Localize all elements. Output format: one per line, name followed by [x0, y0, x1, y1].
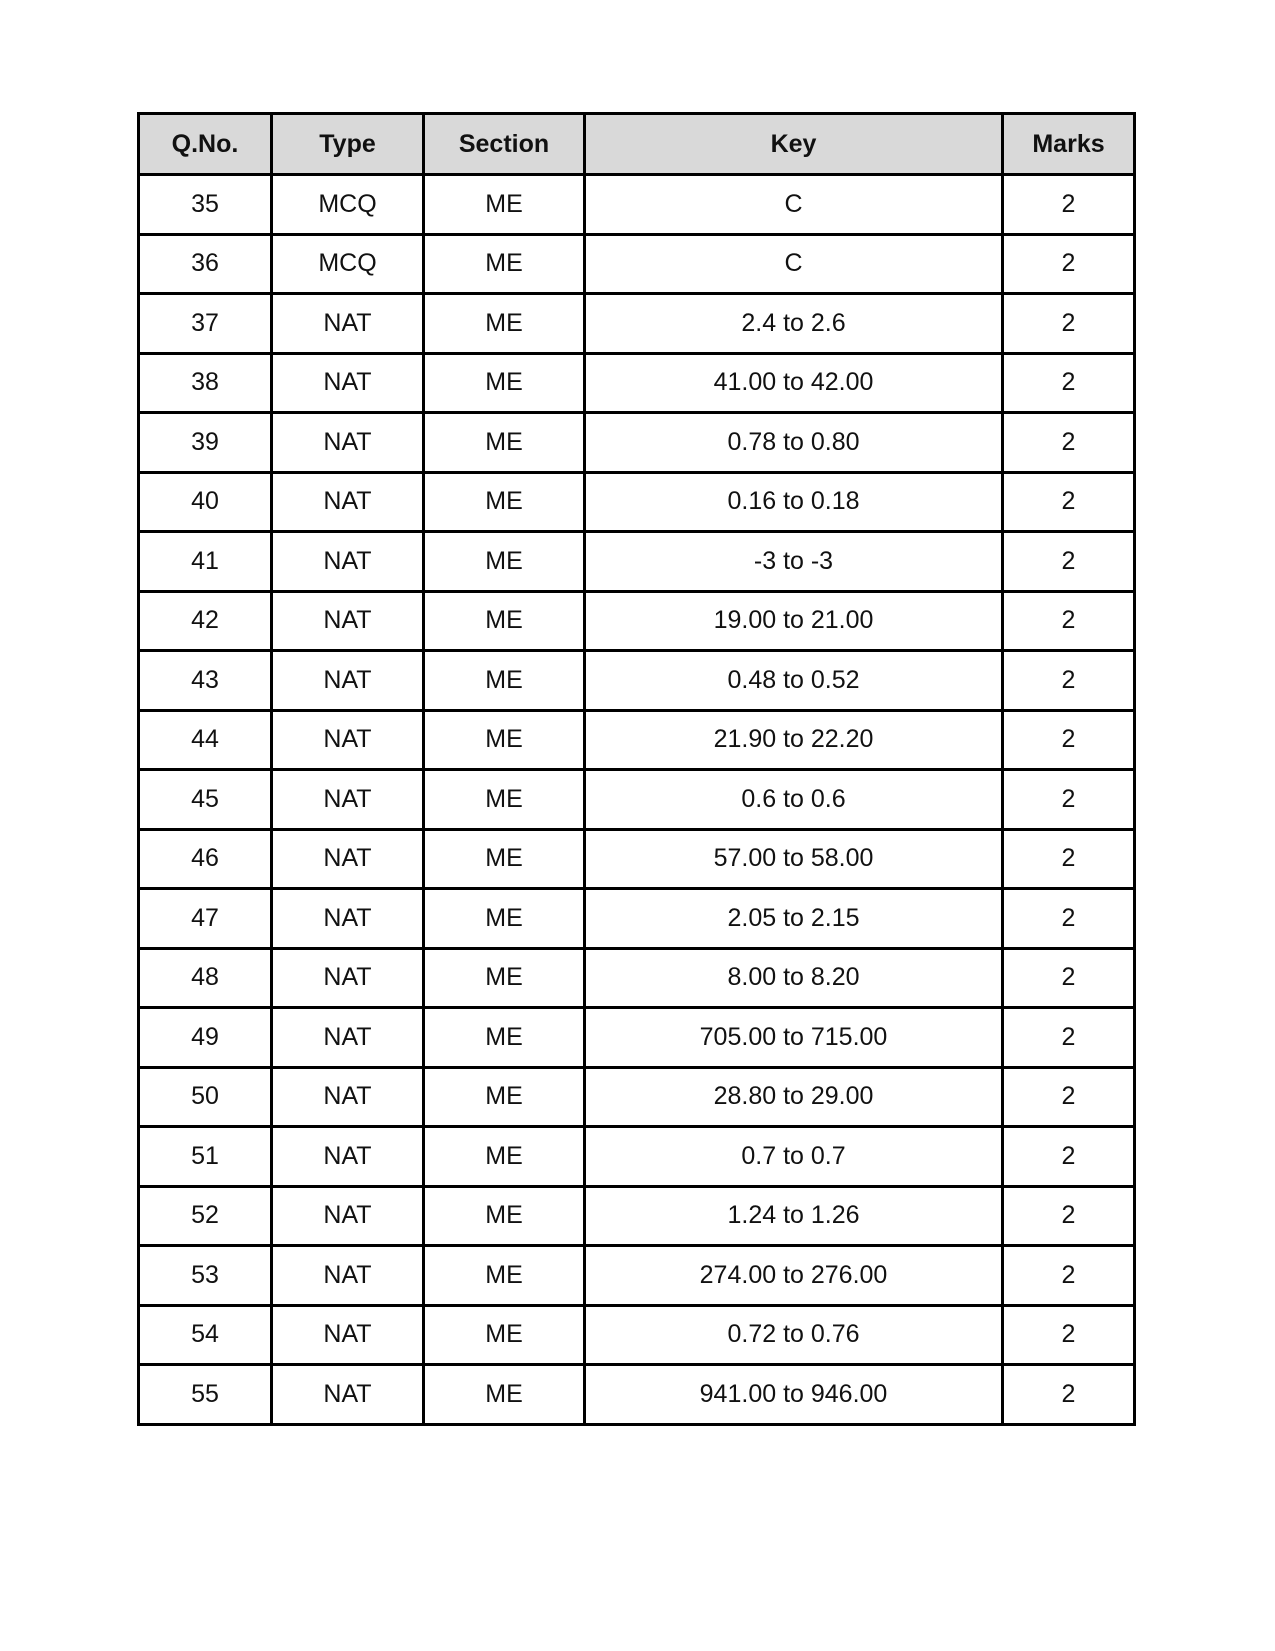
cell-key: 28.80 to 29.00 — [585, 1067, 1003, 1127]
table-row — [139, 1246, 1135, 1306]
cell-key: 0.48 to 0.52 — [585, 651, 1003, 711]
cell-type: NAT — [272, 770, 424, 830]
cell-type: NAT — [272, 1305, 424, 1365]
answer-key-sheet — [137, 112, 1133, 1426]
cell-section: ME — [424, 829, 585, 889]
cell-qno: 41 — [139, 532, 272, 592]
cell-qno: 52 — [139, 1186, 272, 1246]
header-row — [139, 114, 1135, 175]
cell-marks: 2 — [1003, 651, 1135, 711]
cell-section: ME — [424, 1305, 585, 1365]
cell-section: ME — [424, 353, 585, 413]
table-row — [139, 1008, 1135, 1068]
cell-key: 21.90 to 22.20 — [585, 710, 1003, 770]
cell-type: NAT — [272, 948, 424, 1008]
table-row — [139, 1127, 1135, 1187]
cell-marks: 2 — [1003, 829, 1135, 889]
cell-marks: 2 — [1003, 889, 1135, 949]
cell-qno: 43 — [139, 651, 272, 711]
cell-marks: 2 — [1003, 234, 1135, 294]
cell-section: ME — [424, 651, 585, 711]
cell-marks: 2 — [1003, 1127, 1135, 1187]
cell-key: 8.00 to 8.20 — [585, 948, 1003, 1008]
cell-key: 0.6 to 0.6 — [585, 770, 1003, 830]
cell-type: NAT — [272, 1246, 424, 1306]
cell-type: NAT — [272, 532, 424, 592]
cell-key: 0.16 to 0.18 — [585, 472, 1003, 532]
cell-qno: 42 — [139, 591, 272, 651]
cell-type: NAT — [272, 889, 424, 949]
cell-qno: 40 — [139, 472, 272, 532]
header-marks: Marks — [1003, 114, 1135, 175]
cell-section: ME — [424, 413, 585, 473]
cell-marks: 2 — [1003, 353, 1135, 413]
cell-type: MCQ — [272, 175, 424, 235]
cell-key: C — [585, 234, 1003, 294]
cell-qno: 46 — [139, 829, 272, 889]
cell-section: ME — [424, 889, 585, 949]
cell-marks: 2 — [1003, 413, 1135, 473]
table-header — [139, 114, 1135, 175]
cell-section: ME — [424, 770, 585, 830]
table-row — [139, 294, 1135, 354]
table-row — [139, 1186, 1135, 1246]
table-row — [139, 889, 1135, 949]
answer-key-table — [137, 112, 1136, 1426]
cell-key: 705.00 to 715.00 — [585, 1008, 1003, 1068]
cell-key: 57.00 to 58.00 — [585, 829, 1003, 889]
cell-marks: 2 — [1003, 1067, 1135, 1127]
cell-marks: 2 — [1003, 532, 1135, 592]
cell-marks: 2 — [1003, 1246, 1135, 1306]
cell-qno: 54 — [139, 1305, 272, 1365]
cell-qno: 44 — [139, 710, 272, 770]
cell-section: ME — [424, 948, 585, 1008]
cell-section: ME — [424, 710, 585, 770]
cell-marks: 2 — [1003, 591, 1135, 651]
table-row — [139, 1067, 1135, 1127]
table-row — [139, 591, 1135, 651]
table-row — [139, 948, 1135, 1008]
table-row — [139, 770, 1135, 830]
cell-key: 19.00 to 21.00 — [585, 591, 1003, 651]
cell-type: NAT — [272, 1127, 424, 1187]
table-row — [139, 651, 1135, 711]
cell-qno: 45 — [139, 770, 272, 830]
cell-type: NAT — [272, 472, 424, 532]
cell-section: ME — [424, 591, 585, 651]
cell-section: ME — [424, 532, 585, 592]
cell-section: ME — [424, 1008, 585, 1068]
cell-key: 1.24 to 1.26 — [585, 1186, 1003, 1246]
cell-type: NAT — [272, 1365, 424, 1425]
header-type: Type — [272, 114, 424, 175]
cell-type: MCQ — [272, 234, 424, 294]
cell-qno: 49 — [139, 1008, 272, 1068]
cell-section: ME — [424, 234, 585, 294]
cell-key: 274.00 to 276.00 — [585, 1246, 1003, 1306]
cell-section: ME — [424, 1067, 585, 1127]
header-qno: Q.No. — [139, 114, 272, 175]
cell-key: 41.00 to 42.00 — [585, 353, 1003, 413]
cell-qno: 48 — [139, 948, 272, 1008]
table-row — [139, 1365, 1135, 1425]
cell-qno: 53 — [139, 1246, 272, 1306]
cell-key: 2.05 to 2.15 — [585, 889, 1003, 949]
cell-section: ME — [424, 1127, 585, 1187]
table-row — [139, 829, 1135, 889]
table-row — [139, 472, 1135, 532]
cell-key: 2.4 to 2.6 — [585, 294, 1003, 354]
table-row — [139, 234, 1135, 294]
cell-type: NAT — [272, 710, 424, 770]
cell-type: NAT — [272, 829, 424, 889]
cell-key: 0.72 to 0.76 — [585, 1305, 1003, 1365]
cell-marks: 2 — [1003, 1008, 1135, 1068]
header-key: Key — [585, 114, 1003, 175]
cell-qno: 51 — [139, 1127, 272, 1187]
cell-qno: 35 — [139, 175, 272, 235]
cell-section: ME — [424, 1365, 585, 1425]
cell-marks: 2 — [1003, 1365, 1135, 1425]
cell-marks: 2 — [1003, 1305, 1135, 1365]
cell-type: NAT — [272, 353, 424, 413]
cell-marks: 2 — [1003, 948, 1135, 1008]
header-section: Section — [424, 114, 585, 175]
cell-section: ME — [424, 294, 585, 354]
cell-qno: 38 — [139, 353, 272, 413]
table-row — [139, 710, 1135, 770]
table-row — [139, 175, 1135, 235]
cell-qno: 36 — [139, 234, 272, 294]
cell-key: 0.78 to 0.80 — [585, 413, 1003, 473]
cell-type: NAT — [272, 591, 424, 651]
cell-type: NAT — [272, 294, 424, 354]
cell-section: ME — [424, 175, 585, 235]
cell-type: NAT — [272, 1067, 424, 1127]
cell-section: ME — [424, 1186, 585, 1246]
cell-marks: 2 — [1003, 710, 1135, 770]
cell-key: C — [585, 175, 1003, 235]
cell-marks: 2 — [1003, 1186, 1135, 1246]
table-row — [139, 413, 1135, 473]
cell-marks: 2 — [1003, 294, 1135, 354]
cell-type: NAT — [272, 413, 424, 473]
cell-qno: 55 — [139, 1365, 272, 1425]
cell-type: NAT — [272, 1008, 424, 1068]
cell-section: ME — [424, 472, 585, 532]
table-row — [139, 532, 1135, 592]
cell-key: 0.7 to 0.7 — [585, 1127, 1003, 1187]
cell-type: NAT — [272, 1186, 424, 1246]
cell-section: ME — [424, 1246, 585, 1306]
cell-qno: 50 — [139, 1067, 272, 1127]
cell-marks: 2 — [1003, 472, 1135, 532]
table-body — [139, 175, 1135, 1425]
cell-key: -3 to -3 — [585, 532, 1003, 592]
table-row — [139, 1305, 1135, 1365]
cell-marks: 2 — [1003, 770, 1135, 830]
cell-marks: 2 — [1003, 175, 1135, 235]
cell-key: 941.00 to 946.00 — [585, 1365, 1003, 1425]
cell-qno: 37 — [139, 294, 272, 354]
cell-type: NAT — [272, 651, 424, 711]
cell-qno: 47 — [139, 889, 272, 949]
cell-qno: 39 — [139, 413, 272, 473]
table-row — [139, 353, 1135, 413]
